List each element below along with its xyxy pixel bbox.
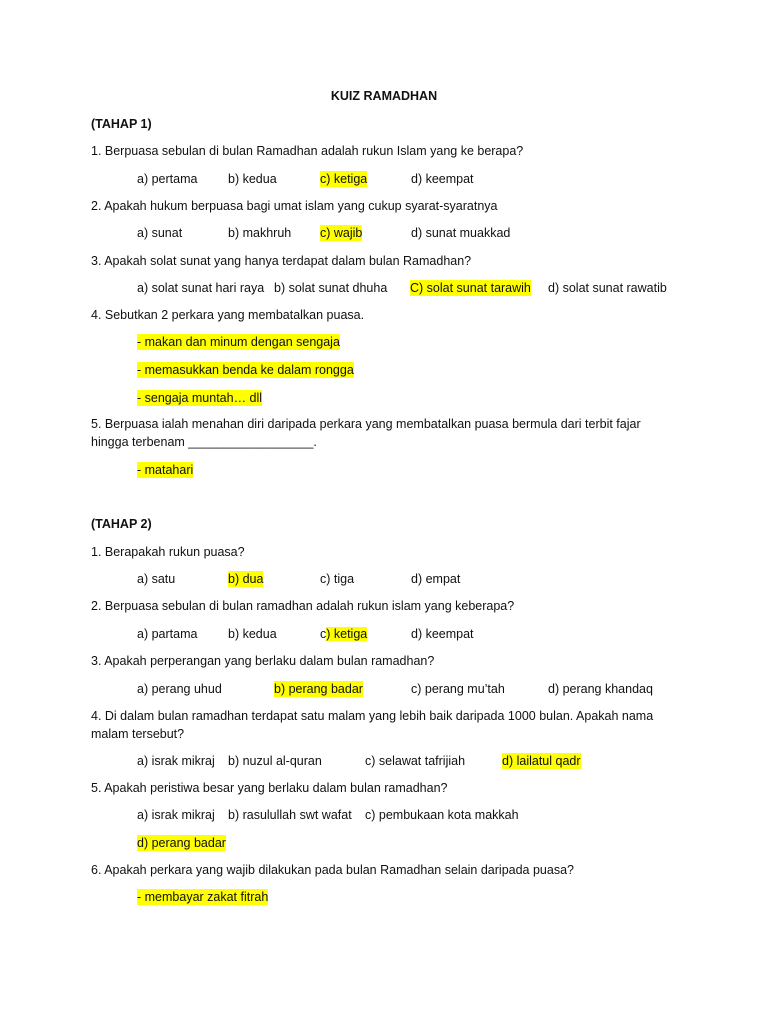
option-c-answer: C) solat sunat tarawih [410, 281, 531, 295]
section-heading-tahap-1: (TAHAP 1) [91, 117, 152, 131]
section-heading-tahap-2: (TAHAP 2) [91, 517, 152, 531]
answer-line: - memasukkan benda ke dalam rongga [137, 363, 354, 377]
option-a: a) israk mikraj [137, 754, 215, 768]
option-b: b) makhruh [228, 226, 292, 240]
question-text: 4. Sebutkan 2 perkara yang membatalkan puasa. [91, 308, 365, 322]
option-b: b) nuzul al-quran [228, 754, 322, 768]
option-a: a) perang uhud [137, 682, 222, 696]
option-c-answer: c) ketiga [320, 172, 368, 186]
question-text: 4. Di dalam bulan ramadhan terdapat satu malam yang lebih baik daripada 1000 bulan. Apakah nama [91, 709, 654, 723]
option-c-answer: c) wajib [320, 226, 363, 240]
option-a: a) pertama [137, 172, 198, 186]
option-d-answer: d) lailatul qadr [502, 754, 581, 768]
answer-line: - sengaja muntah… dll [137, 391, 263, 405]
option-b: b) kedua [228, 172, 277, 186]
option-a: a) israk mikraj [137, 808, 215, 822]
option-b: b) solat sunat dhuha [274, 281, 388, 295]
option-b-answer: b) dua [228, 572, 264, 586]
option-d: d) perang khandaq [548, 682, 653, 696]
option-a: a) satu [137, 572, 176, 586]
question-text: 3. Apakah solat sunat yang hanya terdapat dalam bulan Ramadhan? [91, 254, 472, 268]
question-text-continued: hingga terbenam __________________. [91, 435, 317, 449]
option-d-answer: d) perang badar [137, 836, 226, 850]
answer-line: - makan dan minum dengan sengaja [137, 335, 340, 349]
option-d: d) keempat [411, 627, 474, 641]
question-text: 1. Berapakah rukun puasa? [91, 545, 245, 559]
option-d: d) solat sunat rawatib [548, 281, 667, 295]
option-d: d) sunat muakkad [411, 226, 511, 240]
option-d: d) keempat [411, 172, 474, 186]
question-text: 3. Apakah perperangan yang berlaku dalam bulan ramadhan? [91, 654, 435, 668]
answer-line: - matahari [137, 463, 194, 477]
option-c: c) pembukaan kota makkah [365, 808, 519, 822]
option-b: b) rasulullah swt wafat [228, 808, 352, 822]
option-b-answer: b) perang badar [274, 682, 363, 696]
option-a: a) sunat [137, 226, 183, 240]
question-text: 1. Berpuasa sebulan di bulan Ramadhan adalah rukun Islam yang ke berapa? [91, 144, 524, 158]
question-text: 6. Apakah perkara yang wajib dilakukan pada bulan Ramadhan selain daripada puasa? [91, 863, 574, 877]
question-text: 5. Apakah peristiwa besar yang berlaku dalam bulan ramadhan? [91, 781, 448, 795]
option-d: d) empat [411, 572, 461, 586]
question-text: 2. Apakah hukum berpuasa bagi umat islam yang cukup syarat-syaratnya [91, 199, 498, 213]
option-a: a) partama [137, 627, 198, 641]
option-c: c) perang mu’tah [411, 682, 505, 696]
option-c-answer [320, 626, 367, 642]
option-c-highlighted: ) ketiga [326, 627, 368, 641]
answer-line: - membayar zakat fitrah [137, 890, 269, 904]
option-a: a) solat sunat hari raya [137, 281, 265, 295]
option-c: c) tiga [320, 572, 355, 586]
question-text: 2. Berpuasa sebulan di bulan ramadhan adalah rukun islam yang keberapa? [91, 599, 515, 613]
question-text: 5. Berpuasa ialah menahan diri daripada perkara yang membatalkan puasa bermula dari terbit fajar [91, 417, 641, 431]
option-c: c) selawat tafrijiah [365, 754, 466, 768]
option-b: b) kedua [228, 627, 277, 641]
question-text-continued: malam tersebut? [91, 727, 185, 741]
option-c-letter: c [320, 627, 327, 641]
page-title: KUIZ RAMADHAN [330, 89, 438, 103]
